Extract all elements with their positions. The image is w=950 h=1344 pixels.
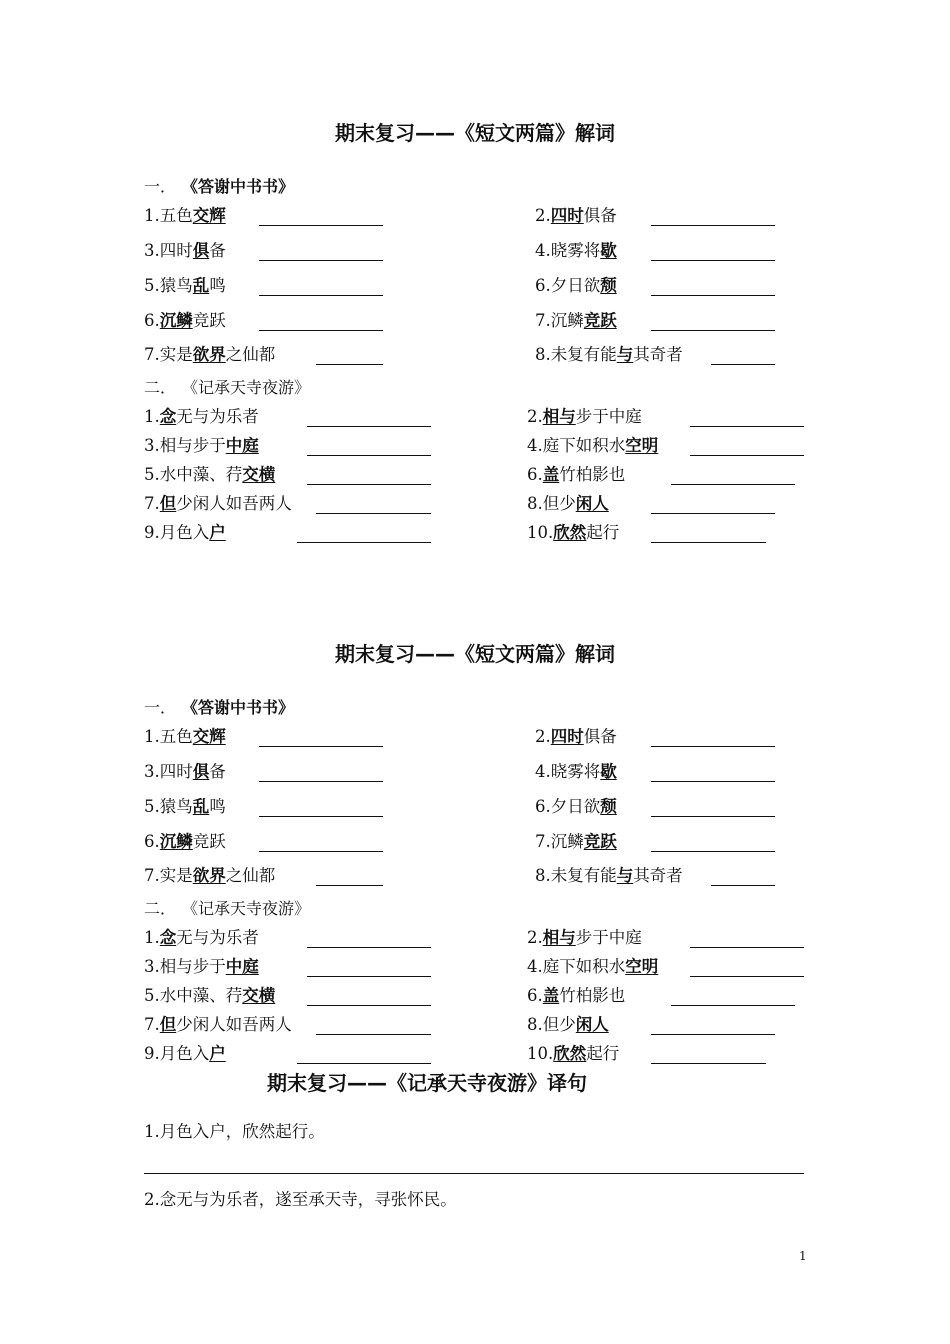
vocab-item bbox=[144, 1043, 226, 1065]
vocab-item bbox=[144, 493, 292, 515]
answer-blank[interactable] bbox=[651, 745, 775, 747]
item-text-after: 竞跃 bbox=[192, 832, 226, 851]
item-text-after: 步于中庭 bbox=[575, 407, 642, 426]
item-text-after: 无与为乐者 bbox=[176, 928, 259, 947]
answer-blank[interactable] bbox=[259, 780, 383, 782]
translation-title: 期末复习——《记承天寺夜游》译句 bbox=[267, 1071, 587, 1095]
vocab-item bbox=[535, 275, 617, 297]
item-number: 3. bbox=[144, 762, 160, 781]
section-heading bbox=[144, 177, 294, 197]
item-number: 4. bbox=[535, 762, 551, 781]
item-text-before: 庭下如积水 bbox=[542, 957, 626, 976]
answer-blank[interactable] bbox=[651, 815, 775, 817]
vocab-item bbox=[535, 761, 617, 783]
vocab-item bbox=[527, 406, 642, 428]
vocab-item bbox=[144, 435, 259, 457]
translation-answer-line[interactable] bbox=[144, 1172, 804, 1174]
item-number: 8. bbox=[527, 1015, 543, 1034]
item-keyword: 交横 bbox=[242, 465, 276, 484]
vocab-item bbox=[535, 865, 683, 887]
vocab-item bbox=[527, 956, 658, 978]
answer-blank[interactable] bbox=[651, 1033, 775, 1035]
item-text-before: 月色入 bbox=[159, 523, 210, 542]
item-number: 8. bbox=[527, 494, 543, 513]
item-keyword: 念 bbox=[159, 407, 177, 426]
vocab-item bbox=[144, 831, 226, 853]
item-number: 9. bbox=[144, 523, 160, 542]
item-text-after: 竹柏影也 bbox=[559, 465, 626, 484]
section-name: 《答谢中书书》 bbox=[190, 698, 295, 717]
item-number: 6. bbox=[535, 276, 551, 295]
item-text-after: 备 bbox=[209, 241, 226, 260]
item-keyword: 与 bbox=[616, 345, 634, 364]
item-number: 5. bbox=[144, 797, 160, 816]
item-number: 6. bbox=[144, 832, 160, 851]
answer-blank[interactable] bbox=[671, 483, 795, 485]
vocab-item bbox=[535, 310, 617, 332]
vocab-item bbox=[144, 240, 226, 262]
vocab-item bbox=[144, 985, 275, 1007]
item-number: 7. bbox=[144, 866, 160, 885]
item-text-after: 其奇者 bbox=[633, 866, 683, 885]
vocab-item bbox=[527, 1014, 609, 1036]
item-keyword: 颓 bbox=[600, 797, 617, 816]
vocab-item bbox=[527, 522, 619, 544]
item-text-after: 其奇者 bbox=[633, 345, 683, 364]
item-keyword: 与 bbox=[616, 866, 634, 885]
section-name: 《记承天寺夜游》 bbox=[190, 899, 311, 918]
answer-blank[interactable] bbox=[690, 946, 804, 948]
vocab-item bbox=[535, 726, 617, 748]
item-text-after: 俱备 bbox=[583, 206, 617, 225]
section-number: 二． bbox=[144, 378, 177, 397]
item-keyword: 户 bbox=[209, 1044, 226, 1063]
item-keyword: 户 bbox=[209, 523, 226, 542]
item-keyword: 俱 bbox=[192, 762, 210, 781]
answer-blank[interactable] bbox=[259, 815, 383, 817]
item-number: 7. bbox=[535, 311, 551, 330]
section-heading bbox=[144, 899, 310, 919]
vocab-item bbox=[144, 464, 275, 486]
item-number: 2. bbox=[535, 206, 551, 225]
item-number: 5. bbox=[144, 465, 160, 484]
item-text-before: 实是 bbox=[159, 866, 193, 885]
vocab-item bbox=[144, 796, 226, 818]
item-keyword: 交辉 bbox=[192, 727, 226, 746]
answer-blank[interactable] bbox=[690, 454, 804, 456]
answer-blank[interactable] bbox=[259, 259, 383, 261]
answer-blank[interactable] bbox=[690, 425, 804, 427]
item-number: 2. bbox=[535, 727, 551, 746]
item-keyword: 欲界 bbox=[192, 866, 226, 885]
item-keyword: 歇 bbox=[600, 241, 617, 260]
item-text-before: 五色 bbox=[159, 727, 193, 746]
item-keyword: 但 bbox=[159, 494, 177, 513]
answer-blank[interactable] bbox=[651, 259, 775, 261]
item-number: 4. bbox=[535, 241, 551, 260]
item-text-after: 起行 bbox=[586, 1044, 620, 1063]
item-text-after: 少闲人如吾两人 bbox=[176, 494, 292, 513]
item-keyword: 空明 bbox=[625, 957, 659, 976]
page-number: 1 bbox=[799, 1249, 807, 1263]
item-number: 1. bbox=[144, 206, 160, 225]
item-number: 1. bbox=[144, 407, 160, 426]
item-keyword: 闲人 bbox=[575, 1015, 609, 1034]
item-keyword: 沉鳞 bbox=[159, 311, 193, 330]
answer-blank[interactable] bbox=[690, 975, 804, 977]
item-text-before: 晓雾将 bbox=[550, 241, 601, 260]
item-text-after: 俱备 bbox=[583, 727, 617, 746]
vocab-item bbox=[535, 344, 683, 366]
vocab-item bbox=[535, 796, 617, 818]
answer-blank[interactable] bbox=[307, 454, 431, 456]
item-number: 8. bbox=[535, 866, 551, 885]
vocab-item bbox=[144, 761, 226, 783]
answer-blank[interactable] bbox=[297, 541, 431, 543]
item-text-before: 但少 bbox=[542, 1015, 576, 1034]
answer-blank[interactable] bbox=[651, 512, 775, 514]
item-number: 3. bbox=[144, 241, 160, 260]
item-number: 5. bbox=[144, 986, 160, 1005]
item-text-after: 少闲人如吾两人 bbox=[176, 1015, 292, 1034]
answer-blank[interactable] bbox=[651, 1062, 766, 1064]
sheet-title: 期末复习——《短文两篇》解词 bbox=[335, 642, 615, 666]
translation-sentence: 2.念无与为乐者，遂至承天寺，寻张怀民。 bbox=[144, 1190, 457, 1209]
item-keyword: 但 bbox=[159, 1015, 177, 1034]
item-number: 8. bbox=[535, 345, 551, 364]
answer-blank[interactable] bbox=[259, 224, 383, 226]
answer-blank[interactable] bbox=[259, 745, 383, 747]
item-keyword: 中庭 bbox=[225, 957, 259, 976]
answer-blank[interactable] bbox=[316, 1033, 431, 1035]
answer-blank[interactable] bbox=[711, 884, 775, 886]
item-text-before: 四时 bbox=[159, 241, 193, 260]
item-text-before: 但少 bbox=[542, 494, 576, 513]
answer-blank[interactable] bbox=[259, 850, 383, 852]
item-keyword: 空明 bbox=[625, 436, 659, 455]
answer-blank[interactable] bbox=[316, 512, 431, 514]
vocab-item bbox=[144, 275, 226, 297]
item-number: 2. bbox=[527, 928, 543, 947]
answer-blank[interactable] bbox=[307, 483, 431, 485]
vocab-item bbox=[527, 493, 609, 515]
vocab-item bbox=[144, 865, 275, 887]
item-number: 3. bbox=[144, 436, 160, 455]
item-text-before: 实是 bbox=[159, 345, 193, 364]
item-text-after: 无与为乐者 bbox=[176, 407, 259, 426]
item-keyword: 乱 bbox=[192, 797, 210, 816]
vocab-item bbox=[527, 464, 625, 486]
item-number: 2. bbox=[527, 407, 543, 426]
item-text-before: 相与步于 bbox=[159, 436, 226, 455]
item-text-before: 五色 bbox=[159, 206, 193, 225]
item-keyword: 四时 bbox=[550, 727, 584, 746]
section-number: 二． bbox=[144, 899, 177, 918]
item-number: 6. bbox=[527, 986, 543, 1005]
item-number: 9. bbox=[144, 1044, 160, 1063]
answer-blank[interactable] bbox=[307, 946, 431, 948]
item-text-before: 夕日欲 bbox=[550, 276, 601, 295]
vocab-item bbox=[527, 985, 625, 1007]
translation-sentence: 1.月色入户，欣然起行。 bbox=[144, 1122, 325, 1141]
item-text-after: 竞跃 bbox=[192, 311, 226, 330]
vocab-item bbox=[527, 1043, 619, 1065]
answer-blank[interactable] bbox=[259, 294, 383, 296]
item-text-before: 沉鳞 bbox=[550, 311, 584, 330]
item-text-before: 猿鸟 bbox=[159, 797, 193, 816]
item-keyword: 盖 bbox=[542, 465, 560, 484]
item-number: 6. bbox=[535, 797, 551, 816]
item-keyword: 盖 bbox=[542, 986, 560, 1005]
item-text-after: 竹柏影也 bbox=[559, 986, 626, 1005]
item-text-after: 步于中庭 bbox=[575, 928, 642, 947]
answer-blank[interactable] bbox=[259, 329, 383, 331]
item-number: 10. bbox=[527, 1044, 554, 1063]
item-number: 1. bbox=[144, 928, 160, 947]
vocab-item bbox=[535, 205, 617, 227]
vocab-item bbox=[527, 435, 658, 457]
item-text-before: 未复有能 bbox=[550, 345, 617, 364]
vocab-item bbox=[144, 927, 259, 949]
answer-blank[interactable] bbox=[651, 780, 775, 782]
vocab-item bbox=[144, 310, 226, 332]
item-text-after: 起行 bbox=[586, 523, 620, 542]
item-number: 1. bbox=[144, 727, 160, 746]
sheet-title: 期末复习——《短文两篇》解词 bbox=[335, 121, 615, 145]
vocab-item bbox=[144, 205, 226, 227]
vocab-item bbox=[144, 726, 226, 748]
vocab-item bbox=[144, 1014, 292, 1036]
section-heading bbox=[144, 378, 310, 398]
answer-blank[interactable] bbox=[651, 850, 775, 852]
item-number: 4. bbox=[527, 436, 543, 455]
section-name: 《答谢中书书》 bbox=[190, 177, 295, 196]
item-text-before: 月色入 bbox=[159, 1044, 210, 1063]
item-keyword: 四时 bbox=[550, 206, 584, 225]
item-keyword: 相与 bbox=[542, 407, 576, 426]
vocab-item bbox=[535, 831, 617, 853]
section-number: 一． bbox=[144, 177, 177, 196]
item-number: 4. bbox=[527, 957, 543, 976]
item-keyword: 欣然 bbox=[553, 1044, 587, 1063]
item-text-after: 之仙都 bbox=[225, 866, 276, 885]
vocab-item bbox=[144, 522, 226, 544]
item-text-after: 鸣 bbox=[209, 276, 226, 295]
item-text-before: 未复有能 bbox=[550, 866, 617, 885]
answer-blank[interactable] bbox=[307, 425, 431, 427]
item-keyword: 念 bbox=[159, 928, 177, 947]
answer-blank[interactable] bbox=[651, 294, 775, 296]
item-keyword: 竞跃 bbox=[583, 311, 617, 330]
answer-blank[interactable] bbox=[711, 363, 775, 365]
item-number: 6. bbox=[527, 465, 543, 484]
item-text-after: 备 bbox=[209, 762, 226, 781]
answer-blank[interactable] bbox=[651, 224, 775, 226]
answer-blank[interactable] bbox=[651, 329, 775, 331]
item-text-after: 之仙都 bbox=[225, 345, 276, 364]
answer-blank[interactable] bbox=[307, 975, 431, 977]
item-text-before: 四时 bbox=[159, 762, 193, 781]
item-text-before: 夕日欲 bbox=[550, 797, 601, 816]
item-keyword: 欣然 bbox=[553, 523, 587, 542]
answer-blank[interactable] bbox=[316, 884, 383, 886]
item-keyword: 沉鳞 bbox=[159, 832, 193, 851]
item-text-before: 猿鸟 bbox=[159, 276, 193, 295]
item-number: 7. bbox=[144, 494, 160, 513]
answer-blank[interactable] bbox=[671, 1004, 795, 1006]
answer-blank[interactable] bbox=[297, 1062, 431, 1064]
item-text-before: 水中藻、荇 bbox=[159, 986, 243, 1005]
item-keyword: 欲界 bbox=[192, 345, 226, 364]
item-text-before: 庭下如积水 bbox=[542, 436, 626, 455]
item-keyword: 乱 bbox=[192, 276, 210, 295]
answer-blank[interactable] bbox=[307, 1004, 431, 1006]
item-keyword: 闲人 bbox=[575, 494, 609, 513]
item-text-before: 晓雾将 bbox=[550, 762, 601, 781]
item-keyword: 中庭 bbox=[225, 436, 259, 455]
section-name: 《记承天寺夜游》 bbox=[190, 378, 311, 397]
section-heading bbox=[144, 698, 294, 718]
vocab-item bbox=[527, 927, 642, 949]
vocab-item bbox=[144, 344, 275, 366]
vocab-item bbox=[535, 240, 617, 262]
item-keyword: 俱 bbox=[192, 241, 210, 260]
answer-blank[interactable] bbox=[651, 541, 766, 543]
item-text-after: 鸣 bbox=[209, 797, 226, 816]
item-number: 5. bbox=[144, 276, 160, 295]
item-keyword: 交辉 bbox=[192, 206, 226, 225]
item-keyword: 竞跃 bbox=[583, 832, 617, 851]
item-number: 10. bbox=[527, 523, 554, 542]
section-number: 一． bbox=[144, 698, 177, 717]
vocab-item bbox=[144, 406, 259, 428]
item-number: 7. bbox=[144, 345, 160, 364]
item-keyword: 相与 bbox=[542, 928, 576, 947]
item-number: 6. bbox=[144, 311, 160, 330]
item-keyword: 颓 bbox=[600, 276, 617, 295]
item-text-before: 水中藻、荇 bbox=[159, 465, 243, 484]
item-number: 7. bbox=[535, 832, 551, 851]
item-keyword: 交横 bbox=[242, 986, 276, 1005]
item-number: 7. bbox=[144, 1015, 160, 1034]
item-keyword: 歇 bbox=[600, 762, 617, 781]
vocab-item bbox=[144, 956, 259, 978]
answer-blank[interactable] bbox=[316, 363, 383, 365]
item-text-before: 相与步于 bbox=[159, 957, 226, 976]
item-number: 3. bbox=[144, 957, 160, 976]
item-text-before: 沉鳞 bbox=[550, 832, 584, 851]
